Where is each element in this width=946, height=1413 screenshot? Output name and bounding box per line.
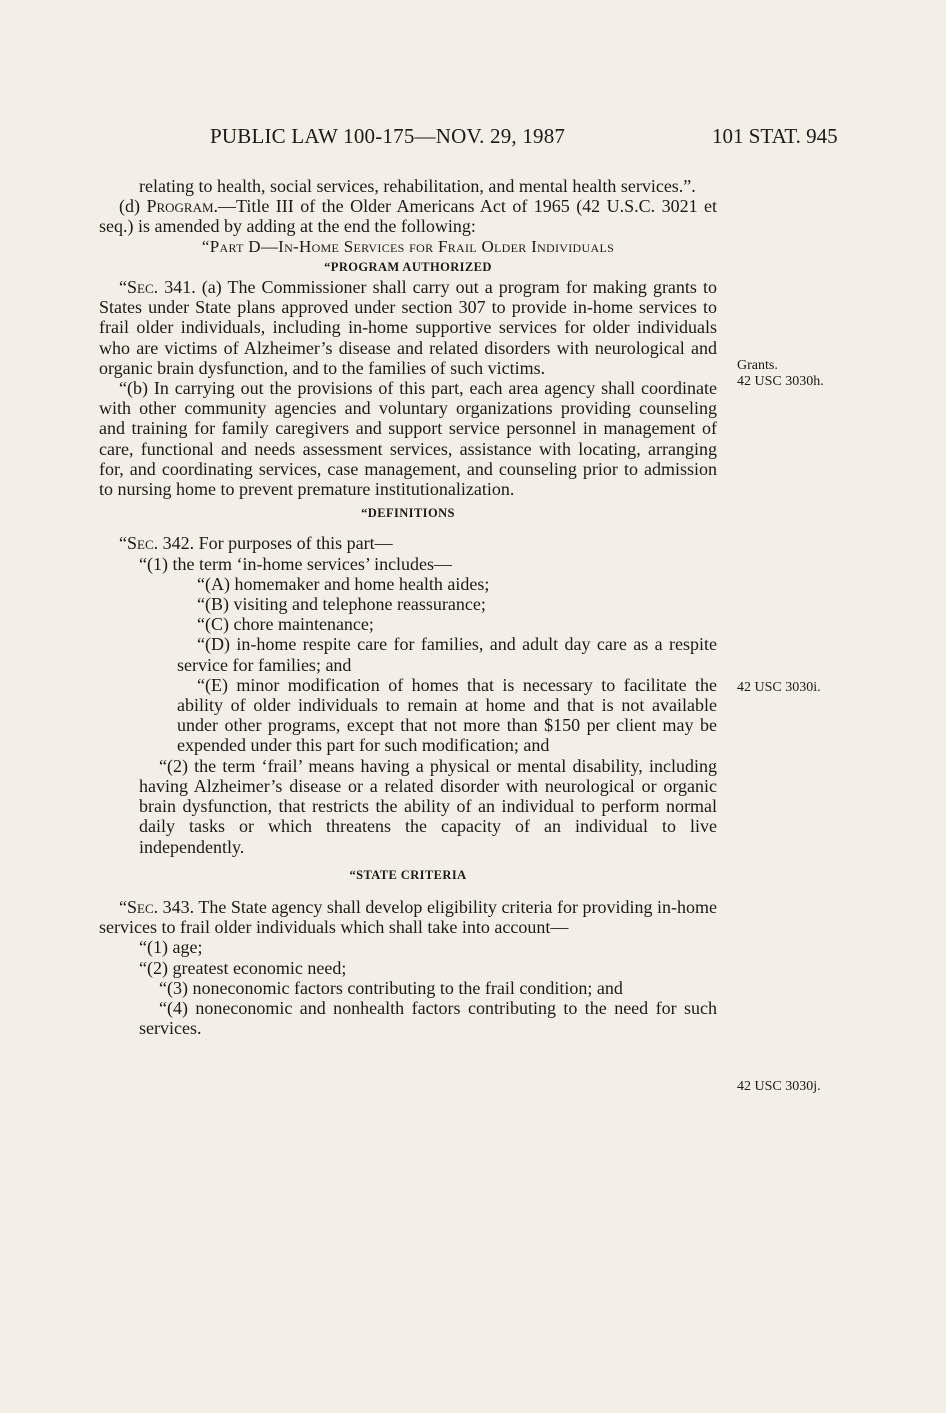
part-heading: “Part D—In-Home Services for Frail Older Individuals: [201, 236, 615, 256]
paragraph-label: (d): [119, 196, 147, 217]
section-heading-program: “PROGRAM AUTHORIZED: [324, 259, 492, 274]
section-heading-definitions: “DEFINITIONS: [361, 506, 455, 521]
section-text: 342. For purposes of this part—: [158, 533, 393, 554]
margin-note-label: Grants.: [737, 358, 778, 373]
running-header-page: 101 STAT. 945: [712, 124, 838, 148]
paragraph-text: —Title III of the Older Americans Act of 1965 (42 U.S.C. 3021 et seq.) is amended by adding at the end the following:: [99, 196, 717, 237]
paragraph-caps-heading: Program.: [146, 196, 219, 217]
margin-note-grants: [737, 358, 824, 390]
paragraph-continuation: relating to health, social services, rehabilitation, and mental health services.”.: [139, 176, 696, 196]
criterion-1: “(1) age;: [139, 937, 203, 958]
section-341-a: [99, 277, 717, 378]
paragraph-program: [99, 196, 717, 236]
definition-1: “(1) the term ‘in-home services’ includes—: [139, 553, 453, 574]
definition-e: “(E) minor modification of homes that is necessary to facilitate the ability of older individuals to remain at home and that is not available under other programs, except that not more than $150 per client may be expended under this part for such modification; and: [177, 674, 717, 756]
sec-label: “Sec.: [119, 277, 159, 298]
definition-2: “(2) the term ‘frail’ means having a physical or mental disability, including having Alzheimer’s disease or a related disorder with neurological or organic brain dysfunction, that restricts the ability of an individual to perform normal daily tasks or which threatens the capacity of an individual to live independently.: [139, 755, 717, 857]
definition-b: “(B) visiting and telephone reassurance;: [197, 594, 486, 615]
section-343: [99, 897, 717, 937]
sec-label: “Sec.: [119, 533, 159, 554]
section-text: 343. The State agency shall develop eligibility criteria for providing in-home services to frail older individuals which shall take into account—: [99, 896, 717, 938]
criterion-3-text: “(3) noneconomic factors contributing to the frail condition; and: [159, 977, 623, 998]
margin-note-3030i: 42 USC 3030i.: [737, 680, 821, 695]
criterion-2: “(2) greatest economic need;: [139, 957, 347, 978]
margin-note-3030j: 42 USC 3030j.: [737, 1079, 821, 1094]
running-header-title: PUBLIC LAW 100-175—NOV. 29, 1987: [210, 124, 566, 148]
criterion-3: [99, 978, 717, 998]
criterion-4: “(4) noneconomic and nonhealth factors contributing to the need for such services.: [139, 997, 717, 1039]
section-341-b: “(b) In carrying out the provisions of this part, each area agency shall coordinate with other community agencies and voluntary organizations providing counseling and training for family caregivers and support service personnel in management of care, functional and needs assessment services, assistance with locating, arranging for, and coordinating services, case management, and counseling prior to admission to nursing home to prevent premature institutionalization.: [99, 378, 717, 500]
section-342: [99, 533, 717, 553]
sec-label: “Sec.: [119, 896, 159, 917]
definition-a: “(A) homemaker and home health aides;: [197, 573, 490, 594]
margin-note-citation: 42 USC 3030h.: [737, 374, 824, 389]
document-body: [99, 176, 717, 1038]
section-heading-state-criteria: “STATE CRITERIA: [349, 867, 467, 882]
definition-c: “(C) chore maintenance;: [197, 614, 374, 635]
definition-d: “(D) in-home respite care for families, and adult day care as a respite service for families; and: [177, 634, 717, 675]
section-text: 341. (a) The Commissioner shall carry out a program for making grants to States under State plans approved under section 307 to provide in-home services to frail older individuals, including in-home supportive services for older individuals who are victims of Alzheimer’s disease and related disorders with neurological and organic brain dysfunction, and to the families of such victims.: [99, 277, 717, 378]
